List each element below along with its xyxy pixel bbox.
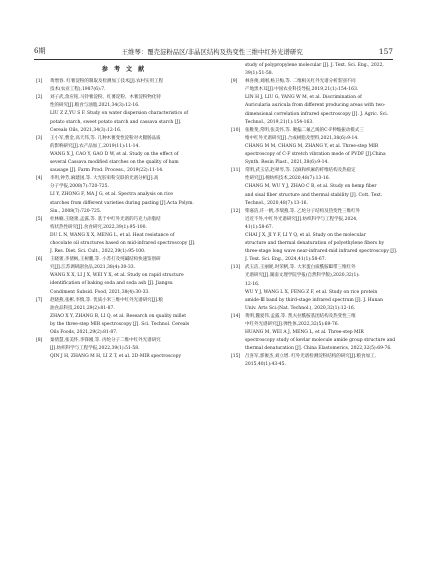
reference-text	[50, 78, 212, 94]
reference-line: ZHAO X Y, ZHANG B, LI Q, et al. Research on quality millet	[50, 313, 187, 319]
issue-number: 6期	[34, 47, 46, 55]
reference-entry	[231, 127, 407, 143]
reference-line: identification of baking soda and soda ash [J]. Jiangsu	[50, 281, 173, 287]
reference-line: 分子学报,2008(7):720-725.	[50, 184, 109, 190]
reference-line: 近近不外,中红外光谱研究[J].纺织科学与工程学报,2024,	[245, 216, 358, 222]
reference-line: Cereals Oils, 2021,34(3):12-16.	[50, 127, 122, 133]
reference-entry	[36, 337, 212, 353]
reference-line: 李玥,钟芳,麻建国,等. 大光胶束粉交联的光谱分析[J].高	[50, 176, 159, 182]
reference-line: 12-16.	[245, 281, 260, 287]
reference-line: 技术(农业工程),1987(6):7.	[50, 87, 106, 93]
reference-entry	[36, 216, 212, 232]
reference-line: 刘子武,余应铭,马铃薯淀粉、红薯淀粉、木薯淀粉物化特	[50, 95, 161, 101]
reference-line: 林喜俊,刘刚,杨卫梅,等. 二维相关红外光谱分析鉴别不同	[245, 79, 356, 85]
reference-number: [4]	[36, 176, 43, 182]
reference-line: J. Text. Sci. Eng., 2024,41(1):58-67.	[245, 257, 326, 263]
reference-number	[36, 272, 50, 296]
reference-line: DU L N, WANG X X, MENG L, et al. Heat resistance of	[50, 232, 175, 238]
reference-entry	[231, 94, 407, 126]
reference-line: Oils Foods, 2021,29(2):81-87.	[50, 330, 118, 335]
reference-number: [15]	[231, 354, 241, 360]
reference-entry	[231, 353, 407, 369]
reference-number	[36, 313, 50, 337]
reference-number	[231, 62, 245, 78]
reference-line: LI Y, ZHONG F, MA J G, et al. Spectra analysis on rice	[50, 192, 173, 198]
reference-text	[50, 216, 212, 232]
reference-line: 构状热性研究[J].食食研究,2022,39(1):95-100.	[50, 224, 147, 230]
reference-number	[231, 94, 245, 126]
reference-number	[231, 183, 245, 207]
reference-text	[50, 94, 212, 110]
reference-number: [10]	[231, 127, 241, 133]
reference-line: 常明,武玉洁,赵翠琴,等. 汉麻和织麻的纤维结构及热稳定	[245, 168, 356, 174]
reference-entry	[231, 329, 407, 353]
reference-number	[36, 232, 50, 256]
reference-line: QIN J H, ZHANG M H, LI Z T, et al. 2D-MIR spectroscopy	[50, 354, 182, 360]
reference-line: CHAI J X, JI Y F, LI Y Q, et al. Study on the molecular	[245, 232, 366, 238]
reference-entry	[36, 256, 212, 272]
reference-entry	[231, 167, 407, 183]
reference-line: 杜林楠,王晓蕾,孟露,等. 基于中红外光谱的巧克力添脂结	[50, 216, 161, 222]
reference-number: [3]	[36, 135, 43, 141]
reference-line: 赵晓燕,张彬,李慎,等. 优质小米三维中红外光谱研究[J].粮	[50, 297, 163, 303]
reference-entry	[36, 135, 212, 151]
reference-text	[245, 167, 407, 183]
reference-line: Technol., 2020,48(7):13-16.	[245, 200, 308, 206]
reference-line: 的影响研究[J].农产品加工,2019(11):11-14.	[50, 143, 140, 149]
reference-text	[50, 313, 212, 337]
reference-list-right	[231, 62, 407, 370]
running-title: 王维琴：覆壳淀粉品区/非晶区结构及热变性三维中红外光谱研究	[121, 48, 303, 56]
reference-line: 性的研究[J].粮食与油脂,2021,34(3):12-16.	[50, 103, 140, 109]
reference-line: 王小军,曹金,高天伟,等. 几种木薯变性淀粉对火腿肠品质	[50, 135, 161, 141]
reference-entry	[36, 232, 212, 256]
reference-line: [J].纺织科学与工程学报,2022,39(1):51-58.	[50, 346, 140, 352]
reference-line: LIN H J, LIU G, YANG W M, et al. Discrimination of	[245, 95, 362, 101]
reference-line: 张稚斐,常明,张美怀,等. 聚偏二氟乙烯的C-F伸缩振动模式三	[245, 127, 364, 133]
reference-line: 黄明,魏爱伟,孟露,等. 凯夫拉酰胺基团结构及热变性三维	[245, 313, 356, 319]
reference-line: dimensional correlation infrared spectroscopy [J]. J. Agric. Sci.	[245, 111, 389, 117]
reference-text	[50, 151, 212, 175]
reference-entry	[36, 297, 212, 313]
reference-line: HUANG M, WEI A J, MENG L, et al. Three-step MIR	[245, 330, 364, 336]
right-column	[231, 62, 407, 370]
reference-text	[50, 191, 212, 215]
reference-number: [12]	[231, 208, 241, 214]
reference-entry	[231, 264, 407, 288]
reference-text	[50, 232, 212, 256]
reference-text	[245, 94, 407, 126]
reference-text	[245, 353, 407, 369]
reference-line: Condiment Subsid. Food, 2021,38(4):30-33.	[50, 289, 150, 295]
reference-text	[50, 272, 212, 296]
reference-number	[231, 232, 245, 264]
reference-line: 维中红外光谱研究[J].合成树脂及塑料,2021,38(6):9-14.	[245, 135, 359, 141]
reference-line: structure and thermal denaturation of polyethylene fibers by	[245, 241, 385, 247]
reference-text	[245, 264, 407, 288]
running-header	[34, 40, 393, 60]
left-column	[36, 62, 212, 361]
reference-entry	[36, 151, 212, 175]
reference-line: 黄增春. 红薯淀粉的制取及检测加工技术[J].农村实用工程	[50, 79, 164, 85]
reference-text	[245, 62, 407, 78]
reference-text	[245, 329, 407, 353]
reference-line: 吕喜军,郭俊杰,刘立增. 红外光谱检测淀粉结构的研究[J].粮食加工,	[245, 354, 376, 360]
reference-text	[245, 143, 407, 167]
reference-line: Auricularia auricula from different producing areas with two-	[245, 103, 386, 109]
reference-number: [8]	[36, 338, 43, 344]
reference-text	[245, 313, 407, 329]
reference-text	[50, 175, 212, 191]
reference-text	[245, 78, 407, 94]
reference-number	[36, 151, 50, 175]
reference-line: by the three-step MIR spectroscopy [J]. Sci. Technol. Cereals	[50, 321, 190, 327]
reference-text	[50, 135, 212, 151]
reference-text	[50, 337, 212, 353]
reference-line: Univ. Arts Sci.(Nat. Technol.), 2020,32(1):12-16.	[245, 305, 356, 311]
reference-text	[245, 232, 407, 264]
reference-line: and sisal fiber structure and thermal stability [J]. Cott. Text.	[245, 192, 383, 198]
reference-line: three-stage long wave near-infrared-mid infrared spectroscopy [J].	[245, 249, 398, 255]
reference-number	[36, 191, 50, 215]
reference-entry	[231, 289, 407, 313]
reference-entry	[36, 175, 212, 191]
reference-line: Synth. Resin Plast., 2021,38(6):9-14.	[245, 160, 329, 166]
reference-number	[231, 329, 245, 353]
reference-list-left	[36, 78, 212, 361]
reference-text	[50, 353, 212, 361]
reference-line: WANG X X, LI J X, WEI Y X, et al. Study on rapid structure	[50, 273, 184, 279]
reference-line: CHANG M, WU Y J, ZHAO C B, et al. Study on hemp fiber	[245, 184, 377, 190]
reference-number: [14]	[231, 313, 241, 319]
reference-entry	[36, 94, 212, 110]
reference-line: several Cassava modified starches on the quality of ham	[50, 160, 179, 166]
reference-number: [7]	[36, 297, 43, 303]
reference-entry	[36, 313, 212, 337]
reference-line: J. Res. Diet. Sci. Cult., 2022,39(1):95-100.	[50, 249, 146, 255]
reference-entry	[36, 78, 212, 94]
reference-line: WU Y J, WANG L X, FENG Z F, et al. Study on rice protein	[245, 289, 378, 295]
reference-number	[36, 110, 50, 134]
reference-line: 油食品科技,2021,29(2):81-87.	[50, 305, 115, 311]
reference-line: thermal denaturation [J]. China Elastomerics, 2022,32(5):69-76.	[245, 346, 392, 352]
reference-line: spectroscopy of C-F stretch vibration mode of PVDF [J].China	[245, 152, 386, 158]
reference-line: 39(1):51-58.	[245, 71, 274, 77]
reference-number	[231, 143, 245, 167]
reference-line: 光谱研究[J].湖南文理学院学报(自然科学版),2020,32(1):	[245, 273, 360, 279]
reference-text	[50, 256, 212, 272]
reference-line: CHANG M M, CHANG M, ZHANG Y, et al. Three-step MIR	[245, 143, 379, 149]
reference-text	[245, 183, 407, 207]
page-number: 157	[378, 47, 393, 56]
reference-line: WANG X J, CAO Y, GAO D W, et al. Study on the effect of	[50, 151, 179, 157]
reference-line: 柴嘉洁,许一帆,李瑞燕,等. 乙纶分子结构及热变性三维红外	[245, 208, 361, 214]
reference-line: 中红外光谱研究[J].弹性体,2022,32(5):69-76.	[245, 322, 340, 327]
reference-number: [11]	[231, 168, 241, 174]
reference-number: [9]	[231, 79, 238, 85]
reference-line: 秦倩慧,张美怀,李锋刚,等. 丙纶分子二维中红外光谱研究	[50, 338, 161, 344]
reference-entry	[231, 313, 407, 329]
reference-entry	[231, 208, 407, 232]
reference-text	[50, 110, 212, 134]
reference-number: [13]	[231, 265, 241, 271]
reference-number: [2]	[36, 95, 43, 101]
reference-line: 2015,40(1):43-45.	[245, 362, 286, 368]
reference-entry	[231, 183, 407, 207]
reference-entry	[36, 110, 212, 134]
reference-entry	[36, 191, 212, 215]
reference-entry	[231, 232, 407, 264]
reference-line: 王晓蕾,李倩枫,王树鹏,等. 小苏打及纯碱结构快速鉴别研	[50, 257, 161, 263]
reference-line: 41(1):58-67.	[245, 224, 274, 230]
reference-line: potato starch, sweet potato starch and cassava starch [J].	[50, 119, 182, 125]
reference-line: Technol., 2019,21(1):154-163.	[245, 119, 314, 125]
reference-number	[36, 353, 50, 361]
reference-text	[245, 208, 407, 232]
reference-line: 性研究[J].棉纺织技术,2020,48(7):13-16.	[245, 176, 331, 182]
reference-line: study of polypropylene molecular [J]. J. Text. Sci. Eng., 2022,	[245, 63, 384, 68]
reference-line: Sin., 2008(7):720-725.	[50, 208, 102, 214]
reference-line: chocolate oil structures based on mid-infrared spectroscopy [J].	[50, 240, 196, 246]
reference-line: spectroscopy study of kevlar molecule amide group structure and	[245, 338, 396, 344]
reference-text	[50, 297, 212, 313]
reference-line: sausage [J]. Farm Prod. Process., 2019(22):11-14.	[50, 168, 164, 174]
reference-number: [1]	[36, 79, 43, 85]
reference-number	[231, 289, 245, 313]
reference-entry	[231, 62, 407, 78]
reference-text	[245, 127, 407, 143]
reference-line: 究[J].江苏调研副食品,2021,38(4):30-33.	[50, 265, 136, 271]
references-heading: 参 考 文 献	[101, 66, 147, 73]
reference-number: [5]	[36, 216, 43, 222]
reference-line: starches from different varieties during pasting [J].Acta Polym.	[50, 200, 194, 206]
reference-number: [6]	[36, 257, 43, 263]
reference-line: 武玉洁,王丽妮,时荣帆,等. 大米蛋白质酰胺Ⅲ带三维红外	[245, 265, 356, 271]
reference-entry	[231, 78, 407, 94]
reference-entry	[36, 272, 212, 296]
reference-line: amide-Ⅲ band by third-stage infrared spectrum [J]. J. Hunan	[245, 297, 384, 303]
reference-line: LIU Z Z,YU S F. Study on water dispersion characteristics of	[50, 111, 189, 117]
reference-entry	[36, 353, 212, 361]
reference-entry	[231, 143, 407, 167]
reference-text	[245, 289, 407, 313]
reference-line: 产地黑木耳[J].中国农业科技导报,2019,21(1):154-163.	[245, 87, 359, 93]
